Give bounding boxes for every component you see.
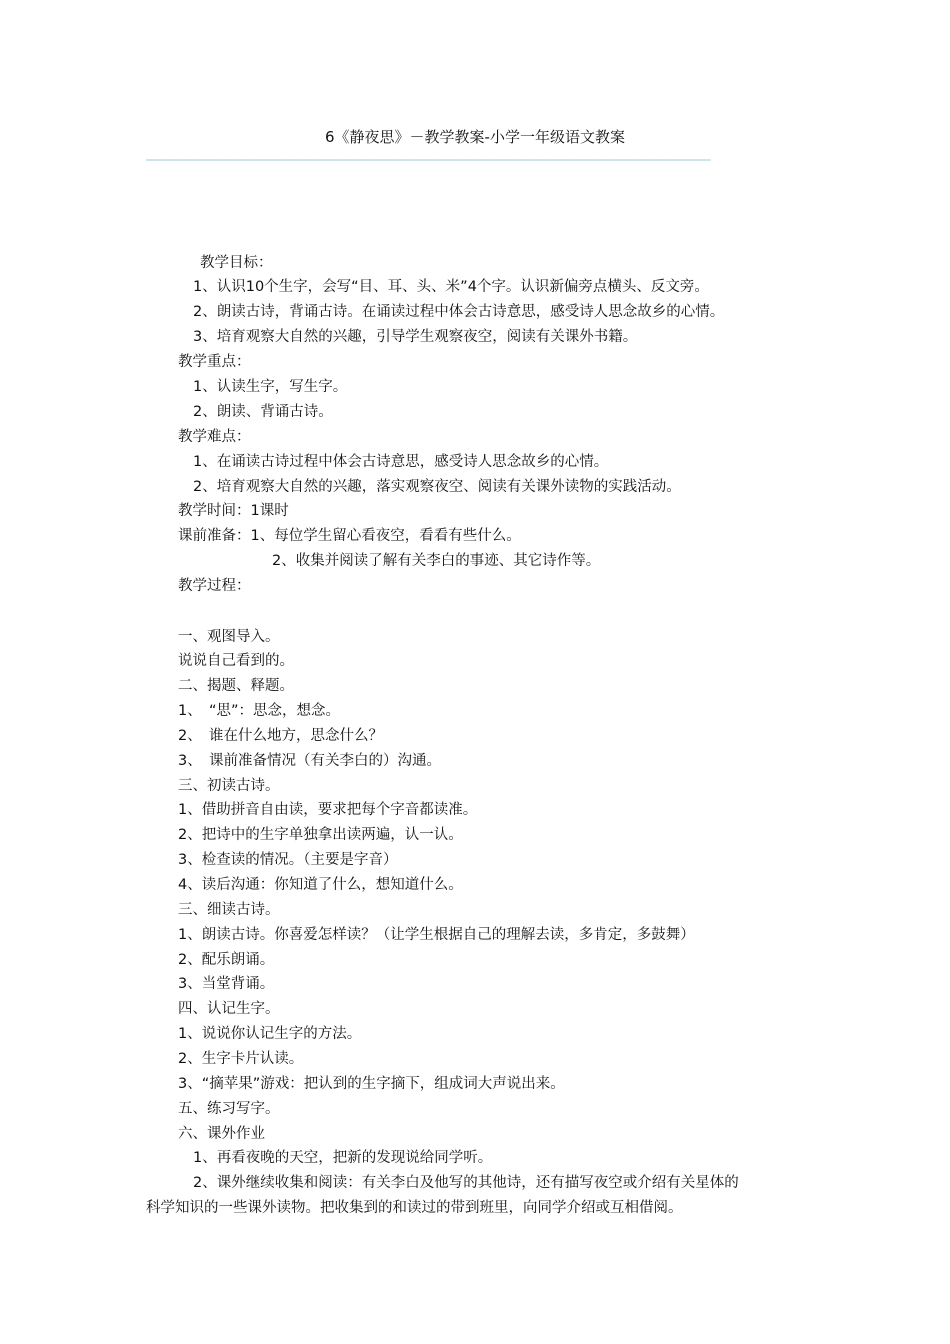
process-step-heading: 六、课外作业 (178, 1126, 265, 1142)
objective-item: 1、认识10个生字，会写“目、耳、头、米”4个字。认识新偏旁点横头、反文旁。 (193, 279, 709, 295)
process-step-heading: 三、初读古诗。 (178, 778, 280, 794)
section-heading-difficulties: 教学难点： (178, 429, 251, 445)
process-step-heading: 二、揭题、释题。 (178, 678, 294, 694)
key-point-item: 1、认读生字，写生字。 (193, 379, 348, 395)
process-line: 3、 课前准备情况（有关李白的）沟通。 (178, 753, 441, 769)
preparation-item: 课前准备：1、每位学生留心看夜空，看看有些什么。 (178, 528, 521, 544)
process-step-heading: 一、观图导入。 (178, 629, 280, 645)
teaching-time: 教学时间：1课时 (178, 503, 289, 519)
process-line: 2、生字卡片认读。 (178, 1051, 304, 1067)
process-step-heading: 四、认记生字。 (178, 1001, 280, 1017)
section-heading-objectives: 教学目标： (200, 255, 273, 271)
process-line: 2、配乐朗诵。 (178, 952, 275, 968)
process-line: 2、 谁在什么地方，思念什么？ (178, 728, 383, 744)
objective-item: 3、培育观察大自然的兴趣，引导学生观察夜空，阅读有关课外书籍。 (193, 329, 638, 345)
difficulty-item: 2、培育观察大自然的兴趣，落实观察夜空、阅读有关课外读物的实践活动。 (193, 479, 681, 495)
document-title: 6《静夜思》－教学教案-小学一年级语文教案 (325, 128, 625, 146)
objective-item: 2、朗读古诗，背诵古诗。在诵读过程中体会古诗意思，感受诗人思念故乡的心情。 (193, 304, 725, 320)
process-line: 2、把诗中的生字单独拿出读两遍，认一认。 (178, 827, 463, 843)
process-line: 1、 “思”：思念，想念。 (178, 703, 340, 719)
process-line: 1、借助拼音自由读，要求把每个字音都读准。 (178, 802, 478, 818)
homework-item: 1、再看夜晚的天空，把新的发现说给同学听。 (193, 1150, 493, 1166)
process-line: 3、“摘苹果”游戏：把认到的生字摘下，组成词大声说出来。 (178, 1076, 565, 1092)
process-line: 4、读后沟通：你知道了什么，想知道什么。 (178, 877, 463, 893)
process-line: 说说自己看到的。 (178, 653, 294, 669)
title-separator: ——————————————————————————————————————————————————————————————————— (146, 153, 711, 167)
section-heading-key-points: 教学重点： (178, 354, 251, 370)
process-line: 3、当堂背诵。 (178, 976, 275, 992)
homework-item-continued: 科学知识的一些课外读物。把收集到的和读过的带到班里，向同学介绍或互相借阅。 (146, 1200, 683, 1216)
key-point-item: 2、朗读、背诵古诗。 (193, 404, 333, 420)
process-step-heading: 三、细读古诗。 (178, 902, 280, 918)
section-heading-process: 教学过程： (178, 578, 251, 594)
process-line: 3、检查读的情况。（主要是字音） (178, 852, 398, 868)
homework-item: 2、课外继续收集和阅读：有关李白及他写的其他诗，还有描写夜空或介绍有关星体的 (193, 1175, 739, 1191)
difficulty-item: 1、在诵读古诗过程中体会古诗意思，感受诗人思念故乡的心情。 (193, 454, 609, 470)
preparation-item: 2、收集并阅读了解有关李白的事迹、其它诗作等。 (272, 553, 601, 569)
process-step-heading: 五、练习写字。 (178, 1101, 280, 1117)
process-line: 1、说说你认记生字的方法。 (178, 1026, 362, 1042)
process-line: 1、朗读古诗。你喜爱怎样读？（让学生根据自己的理解去读，多肯定，多鼓舞） (178, 927, 695, 943)
